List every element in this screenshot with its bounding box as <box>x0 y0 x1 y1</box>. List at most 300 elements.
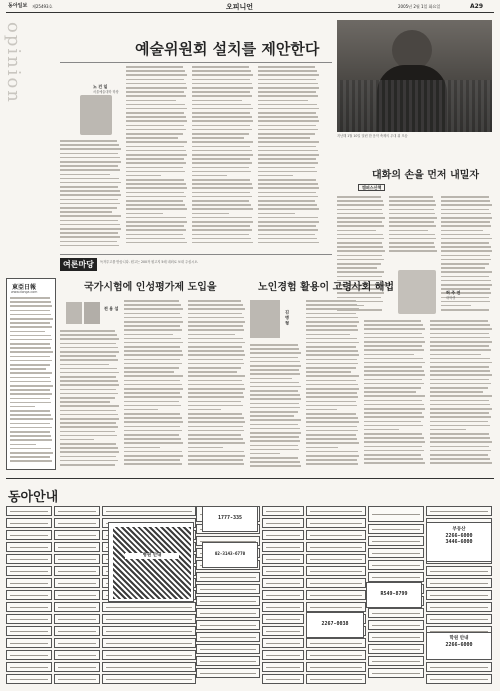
text-line <box>124 451 182 453</box>
text-line <box>60 347 118 349</box>
text-line <box>124 304 181 306</box>
text-line <box>10 414 51 416</box>
text-line <box>389 246 435 248</box>
text-line <box>250 390 298 392</box>
text-line <box>258 100 308 102</box>
text-line <box>188 313 242 315</box>
text-line <box>60 211 112 213</box>
text-line <box>258 104 317 106</box>
text-line <box>126 66 183 68</box>
text-line <box>306 367 356 369</box>
text-line <box>124 346 180 348</box>
text-line <box>188 325 243 327</box>
classified-ad-cell <box>6 566 52 576</box>
text-line <box>258 175 293 177</box>
text-line <box>60 384 119 386</box>
classified-ad-cell <box>262 578 304 588</box>
right-opinion-photo <box>250 300 280 338</box>
text-line <box>364 387 421 389</box>
text-line <box>258 167 315 169</box>
text-line <box>188 317 244 319</box>
column-author-photo <box>398 270 436 314</box>
text-line <box>126 154 187 156</box>
classified-ad-cell <box>6 590 52 600</box>
text-line <box>258 79 316 81</box>
text-line <box>192 179 250 181</box>
text-line <box>124 371 174 373</box>
text-line <box>258 183 318 185</box>
text-line <box>192 150 252 152</box>
text-line <box>258 95 318 97</box>
text-line <box>389 217 437 219</box>
right-opinion-author: 김 병 형 <box>285 310 290 325</box>
classified-section <box>6 482 494 687</box>
text-line <box>364 320 421 322</box>
text-line <box>364 374 425 376</box>
text-line <box>306 442 359 444</box>
classified-ad-cell <box>306 506 366 516</box>
info-box-subtitle: www.donga.com <box>11 290 38 294</box>
text-line <box>364 349 424 351</box>
classified-ad-cell <box>306 530 366 540</box>
text-line <box>306 380 356 382</box>
text-line <box>60 393 118 395</box>
text-line <box>60 405 119 407</box>
text-line <box>124 334 173 336</box>
text-line <box>124 300 179 302</box>
text-line <box>126 162 186 164</box>
text-line <box>60 169 120 171</box>
text-line <box>126 196 186 198</box>
ad-bottom-right-label: 학원 안내 <box>449 636 469 641</box>
classified-ad-cell <box>54 566 100 576</box>
text-line <box>250 465 301 467</box>
text-line <box>60 161 121 163</box>
classified-ad-cell <box>306 638 366 648</box>
classified-ad-cell <box>306 542 366 552</box>
text-line <box>192 116 252 118</box>
text-line <box>389 209 434 211</box>
classified-ad-cell <box>54 602 100 612</box>
classified-ad-cell <box>102 638 196 648</box>
classified-ad-cell <box>426 662 492 672</box>
text-line <box>60 215 121 217</box>
ad-right-1 <box>426 522 492 562</box>
text-line <box>60 401 110 403</box>
text-line <box>192 229 252 231</box>
text-line <box>124 396 182 398</box>
text-line <box>389 225 436 227</box>
text-line <box>430 441 492 443</box>
classified-ad-cell <box>368 668 424 678</box>
text-line <box>192 125 250 127</box>
text-line <box>126 217 186 219</box>
text-line <box>430 320 488 322</box>
text-line <box>10 335 51 337</box>
column-body-1 <box>337 196 385 316</box>
ad-right-1-phone-2: 3446-6000 <box>445 539 473 545</box>
text-line <box>10 385 53 387</box>
text-line <box>258 208 319 210</box>
classified-ad-cell <box>196 572 260 582</box>
text-line <box>192 242 253 244</box>
text-line <box>306 334 350 336</box>
text-line <box>258 146 316 148</box>
text-line <box>188 405 243 407</box>
text-line <box>10 314 51 316</box>
text-line <box>188 346 242 348</box>
text-line <box>258 129 318 131</box>
text-line <box>60 364 109 366</box>
text-line <box>430 387 488 389</box>
text-line <box>126 83 186 85</box>
text-line <box>258 74 319 76</box>
text-line <box>10 418 53 420</box>
text-line <box>258 187 319 189</box>
text-line <box>60 343 116 345</box>
classified-ad-cell <box>262 542 304 552</box>
text-line <box>258 179 316 181</box>
classified-ad-cell <box>262 590 304 600</box>
text-line <box>337 267 377 269</box>
text-line <box>124 405 181 407</box>
text-line <box>430 391 483 393</box>
text-line <box>60 199 118 201</box>
ad-bottom-right <box>426 632 492 660</box>
text-line <box>10 368 46 370</box>
text-line <box>124 442 183 444</box>
text-line <box>306 354 359 356</box>
text-line <box>188 384 244 386</box>
classified-ad-cell <box>54 542 100 552</box>
text-line <box>258 141 319 143</box>
classified-ad-cell <box>368 560 424 570</box>
text-line <box>306 392 357 394</box>
text-line <box>124 421 183 423</box>
text-line <box>364 408 425 410</box>
ad-left-2-phone: 02-3143-6770 <box>214 551 246 556</box>
classified-ad-cell <box>426 566 492 576</box>
text-line <box>441 196 489 198</box>
text-line <box>10 377 50 379</box>
text-line <box>188 463 244 465</box>
text-line <box>10 402 51 404</box>
text-line <box>126 146 184 148</box>
text-line <box>192 158 250 160</box>
text-line <box>10 439 52 441</box>
yeoron-label: 여론마당 <box>60 258 97 271</box>
issue-date: 2005년 2월 1일 화요일 <box>398 4 441 9</box>
text-line <box>10 460 52 462</box>
text-line <box>306 384 358 386</box>
text-line <box>306 304 357 306</box>
text-line <box>389 213 435 215</box>
classified-ad-cell <box>54 638 100 648</box>
classified-ad-cell <box>102 650 196 660</box>
text-line <box>192 196 252 198</box>
text-line <box>258 225 316 227</box>
text-line <box>337 250 385 252</box>
text-line <box>60 148 121 150</box>
text-line <box>188 359 243 361</box>
text-line <box>364 429 399 431</box>
classified-ad-cell <box>6 530 52 540</box>
text-line <box>306 434 356 436</box>
classified-ad-cell <box>262 626 304 636</box>
text-line <box>126 137 178 139</box>
text-line <box>389 234 435 236</box>
text-line <box>126 100 176 102</box>
text-line <box>126 171 185 173</box>
classified-ad-cell <box>196 632 260 642</box>
text-line <box>60 241 117 243</box>
text-line <box>60 330 115 332</box>
text-line <box>10 372 52 374</box>
text-line <box>126 70 185 72</box>
text-line <box>258 108 319 110</box>
text-line <box>306 300 356 302</box>
text-line <box>124 321 183 323</box>
text-line <box>124 417 182 419</box>
text-line <box>250 357 298 359</box>
text-line <box>389 250 437 252</box>
text-line <box>192 100 242 102</box>
text-line <box>364 404 424 406</box>
text-line <box>126 158 184 160</box>
text-line <box>192 141 253 143</box>
text-line <box>441 271 492 273</box>
classified-ad-cell <box>54 518 100 528</box>
text-line <box>441 305 471 307</box>
text-line <box>430 345 489 347</box>
text-line <box>188 338 243 340</box>
text-line <box>10 297 50 299</box>
text-line <box>337 213 383 215</box>
text-line <box>337 246 383 248</box>
text-line <box>192 221 253 223</box>
classified-ad-cell <box>262 506 304 516</box>
text-line <box>192 74 253 76</box>
classified-ad-cell <box>426 578 492 588</box>
text-line <box>306 325 357 327</box>
ad-right-1-phone: 2266-6000 <box>445 533 473 539</box>
text-line <box>337 230 376 232</box>
text-line <box>306 350 358 352</box>
text-line <box>192 162 252 164</box>
text-line <box>126 95 186 97</box>
text-line <box>192 217 252 219</box>
classified-ad-cell <box>306 566 366 576</box>
text-line <box>258 171 317 173</box>
text-line <box>389 238 436 240</box>
classified-ad-cell <box>6 674 52 684</box>
classified-ad-cell <box>6 554 52 564</box>
text-line <box>430 454 488 456</box>
ad-center <box>306 612 364 638</box>
text-line <box>192 133 249 135</box>
lead-body-col3 <box>192 66 254 250</box>
text-line <box>126 179 184 181</box>
ad-center-phone: 2267-0038 <box>321 621 349 627</box>
text-line <box>389 204 436 206</box>
classified-ad-cell <box>54 578 100 588</box>
text-line <box>60 190 120 192</box>
text-line <box>250 373 300 375</box>
text-line <box>126 129 186 131</box>
text-line <box>60 359 118 361</box>
text-line <box>192 171 251 173</box>
text-line <box>126 183 186 185</box>
text-line <box>258 238 317 240</box>
classified-ad-cell <box>54 530 100 540</box>
text-line <box>337 255 382 257</box>
text-line <box>10 456 50 458</box>
text-line <box>124 380 180 382</box>
ad-right-2-phone: R549-8799 <box>380 591 408 597</box>
text-line <box>306 405 357 407</box>
text-line <box>188 363 244 365</box>
text-line <box>188 375 245 377</box>
classified-ad-cell <box>262 602 304 612</box>
text-line <box>188 442 245 444</box>
text-line <box>258 213 295 215</box>
classified-ad-cell <box>306 650 366 660</box>
text-line <box>441 234 490 236</box>
text-line <box>124 392 180 394</box>
text-line <box>60 228 121 230</box>
text-line <box>192 208 253 210</box>
text-line <box>441 225 491 227</box>
text-line <box>60 334 117 336</box>
text-line <box>124 354 183 356</box>
text-line <box>258 112 316 114</box>
column-series: 캠퍼스산책 <box>358 184 385 191</box>
text-line <box>258 221 319 223</box>
text-line <box>192 112 250 114</box>
text-line <box>188 396 244 398</box>
text-line <box>430 400 489 402</box>
text-line <box>192 91 250 93</box>
text-line <box>60 464 115 466</box>
text-line <box>124 413 180 415</box>
text-line <box>250 424 298 426</box>
info-box-title: 東亞日報 <box>12 284 37 291</box>
text-line <box>250 461 300 463</box>
text-line <box>364 333 422 335</box>
text-line <box>10 301 51 303</box>
text-line <box>188 334 235 336</box>
text-line <box>364 421 421 423</box>
text-line <box>430 337 490 339</box>
text-line <box>430 429 466 431</box>
text-line <box>126 125 184 127</box>
classified-ad-cell <box>54 626 100 636</box>
text-line <box>306 359 357 361</box>
text-line <box>126 213 163 215</box>
text-line <box>258 133 315 135</box>
text-line <box>250 432 301 434</box>
text-line <box>441 255 490 257</box>
text-line <box>126 141 187 143</box>
text-line <box>364 358 423 360</box>
classified-ad-cell <box>54 662 100 672</box>
text-line <box>188 434 241 436</box>
text-line <box>188 430 244 432</box>
text-line <box>306 459 357 461</box>
classified-ad-cell <box>426 602 492 612</box>
text-line <box>258 217 318 219</box>
text-line <box>441 221 490 223</box>
text-line <box>10 406 35 408</box>
text-line <box>306 321 359 323</box>
text-line <box>188 455 245 457</box>
text-line <box>306 417 358 419</box>
text-line <box>258 125 316 127</box>
column-author-title: 대학생 <box>446 296 456 300</box>
text-line <box>258 137 310 139</box>
text-line <box>337 263 381 265</box>
text-line <box>10 431 50 433</box>
text-line <box>126 221 187 223</box>
ad-featured-label: 병원 안내 <box>125 553 179 559</box>
text-line <box>60 460 118 462</box>
classified-title: 동아안내 <box>8 490 59 505</box>
text-line <box>364 328 425 330</box>
text-line <box>10 448 51 450</box>
text-line <box>60 368 117 370</box>
text-line <box>337 238 384 240</box>
text-line <box>126 229 186 231</box>
text-line <box>430 450 491 452</box>
text-line <box>306 430 358 432</box>
text-line <box>60 224 120 226</box>
text-line <box>258 154 319 156</box>
text-line <box>250 344 298 346</box>
text-line <box>430 383 491 385</box>
text-line <box>306 371 351 373</box>
text-line <box>258 229 318 231</box>
classified-ad-cell <box>426 674 492 684</box>
text-line <box>60 236 120 238</box>
text-line <box>126 120 187 122</box>
text-line <box>60 194 121 196</box>
classified-ad-cell <box>368 632 424 642</box>
text-line <box>192 183 252 185</box>
side-title-opinion: opinion <box>3 22 24 104</box>
text-line <box>441 200 490 202</box>
text-line <box>441 242 489 244</box>
text-line <box>60 456 116 458</box>
text-line <box>124 338 181 340</box>
text-line <box>258 87 319 89</box>
text-line <box>10 364 50 366</box>
text-line <box>441 276 489 278</box>
text-line <box>258 120 319 122</box>
classified-ad-cell <box>368 548 424 558</box>
column-body-2 <box>389 196 437 256</box>
text-line <box>306 409 337 411</box>
classified-ad-cell <box>6 506 52 516</box>
text-line <box>60 426 118 428</box>
text-line <box>10 331 45 333</box>
classified-ad-cell <box>368 506 424 522</box>
text-line <box>364 366 422 368</box>
text-line <box>306 346 356 348</box>
text-line <box>250 436 299 438</box>
text-line <box>441 246 491 248</box>
text-line <box>10 343 50 345</box>
text-line <box>188 300 241 302</box>
